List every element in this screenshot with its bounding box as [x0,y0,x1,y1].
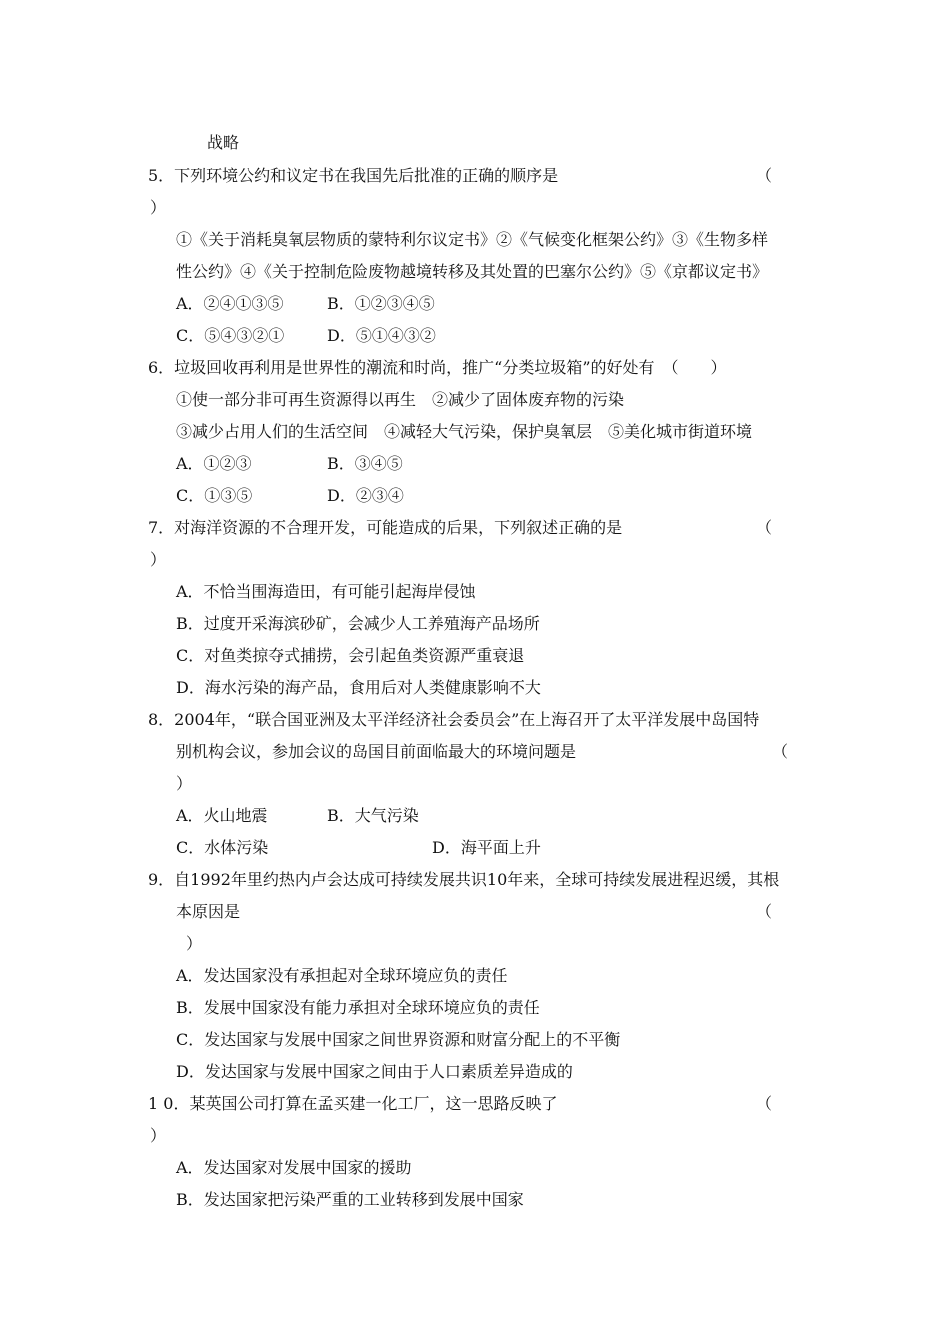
continued-option-text: 战略 [207,133,240,152]
answer-paren-open: （ [756,902,773,921]
option-a: A．不恰当围海造田，有可能引起海岸侵蚀 [176,582,476,601]
option-d: D．②③④ [327,486,404,505]
option-b: B．大气污染 [327,806,419,825]
option-c: C．对鱼类掠夺式捕捞，会引起鱼类资源严重衰退 [176,646,525,665]
question-8-stem: 8．2004年，“联合国亚洲及太平洋经济社会委员会”在上海召开了太平洋发展中岛国特 [148,710,760,729]
answer-paren-close: ） [186,934,203,953]
question-6-items-cont: ③减少占用人们的生活空间 ④减轻大气污染，保护臭氧层 ⑤美化城市街道环境 [176,422,753,441]
answer-paren-open: （ [756,1094,773,1113]
answer-paren-open: （ [756,166,773,185]
answer-paren-close: ） [176,774,193,793]
option-b: B．发达国家把污染严重的工业转移到发展中国家 [176,1190,524,1209]
option-d: D．海水污染的海产品，食用后对人类健康影响不大 [176,678,541,697]
option-c: C．①③⑤ [176,486,253,505]
question-5-items: ①《关于消耗臭氧层物质的蒙特利尔议定书》②《气候变化框架公约》③《生物多样 [176,230,769,249]
answer-paren-close: ） [150,198,167,217]
option-a: A．②④①③⑤ [176,294,284,313]
option-a: A．发达国家对发展中国家的援助 [176,1158,412,1177]
answer-paren-open: （ [756,518,773,537]
option-c: C．⑤④③②① [176,326,285,345]
question-5-stem: 5．下列环境公约和议定书在我国先后批准的正确的顺序是 [148,166,559,185]
option-b: B．发展中国家没有能力承担对全球环境应负的责任 [176,998,540,1017]
option-a: A．①②③ [176,454,252,473]
question-9-stem: 9．自1992年里约热内卢会达成可持续发展共识10年来，全球可持续发展进程迟缓，其根 [148,870,780,889]
question-6-stem: 6．垃圾回收再利用是世界性的潮流和时尚，推广“分类垃圾箱”的好处有 （ ） [148,358,727,377]
option-a: A．火山地震 [176,806,268,825]
question-9-stem-cont: 本原因是 [176,902,241,921]
option-b: B．过度开采海滨砂矿，会减少人工养殖海产品场所 [176,614,540,633]
question-7-stem: 7．对海洋资源的不合理开发，可能造成的后果，下列叙述正确的是 [148,518,623,537]
answer-paren-close: ） [150,550,167,569]
option-d: D．发达国家与发展中国家之间由于人口素质差异造成的 [176,1062,573,1081]
question-8-stem-cont: 别机构会议，参加会议的岛国目前面临最大的环境问题是 [176,742,577,761]
question-10-stem: 1 0．某英国公司打算在孟买建一化工厂，这一思路反映了 [148,1094,558,1113]
option-a: A．发达国家没有承担起对全球环境应负的责任 [176,966,508,985]
question-5-items-cont: 性公约》④《关于控制危险废物越境转移及其处置的巴塞尔公约》⑤《京都议定书》 [176,262,769,281]
option-d: D．⑤①④③② [327,326,436,345]
option-c: C．水体污染 [176,838,269,857]
question-6-items: ①使一部分非可再生资源得以再生 ②减少了固体废弃物的污染 [176,390,625,409]
answer-paren-open: （ [772,742,789,761]
option-b: B．③④⑤ [327,454,403,473]
option-c: C．发达国家与发展中国家之间世界资源和财富分配上的不平衡 [176,1030,621,1049]
option-d: D．海平面上升 [432,838,541,857]
answer-paren-close: ） [150,1126,167,1145]
option-b: B．①②③④⑤ [327,294,435,313]
